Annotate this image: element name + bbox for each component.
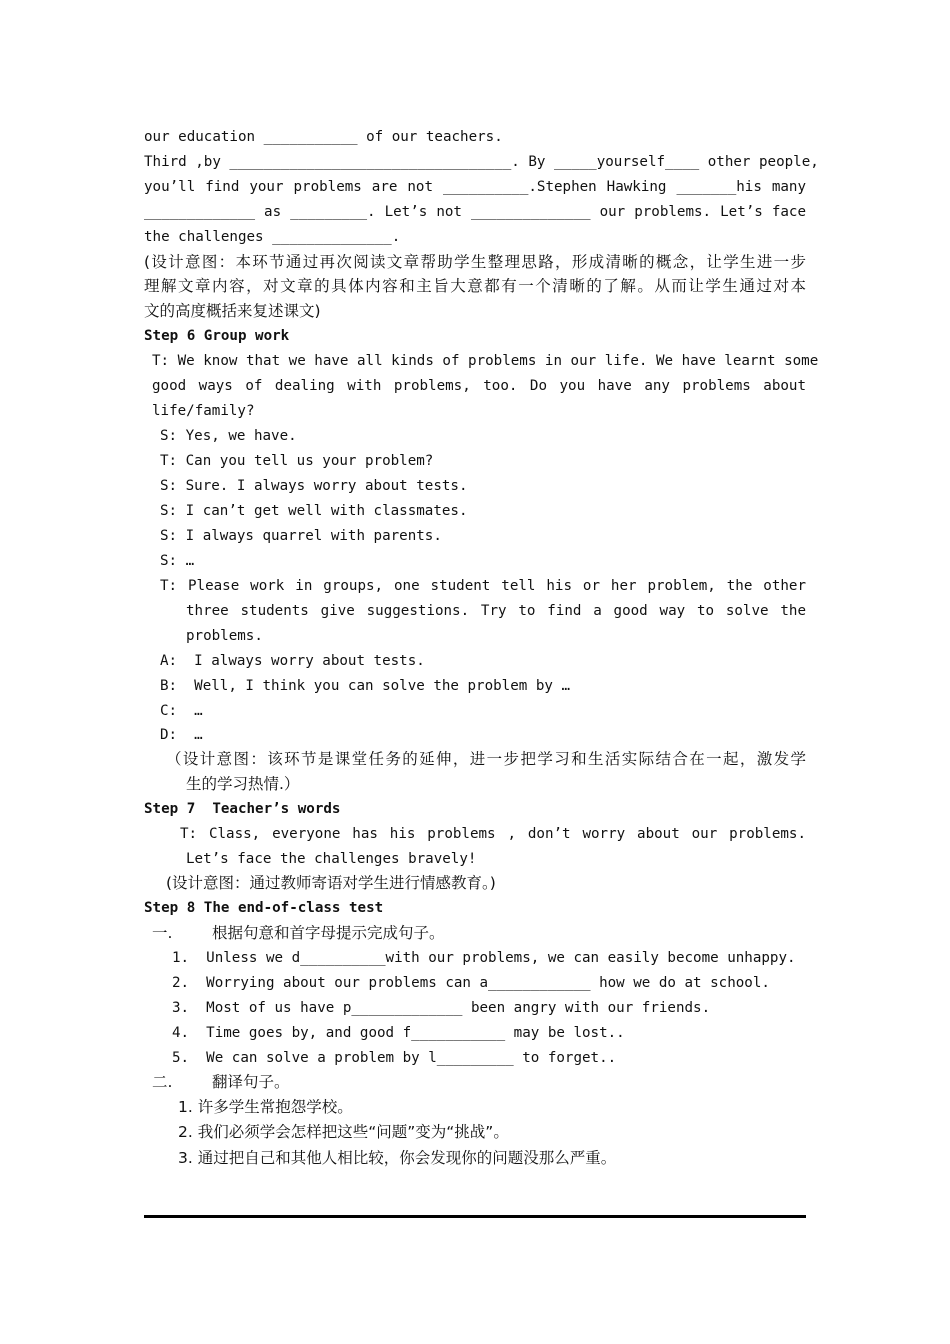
text-line: you’ll find your problems are not __________.Stephen Hawking _______his many <box>144 179 806 195</box>
part-label: 一. <box>152 924 173 942</box>
exercise-item: 2. Worrying about our problems can a____________ how we do at school. <box>172 975 770 991</box>
design-note: (设计意图：通过教师寄语对学生进行情感教育。) <box>166 874 496 892</box>
dialogue-line: B: Well, I think you can solve the problem by … <box>160 678 570 694</box>
dialogue-line: T: Can you tell us your problem? <box>160 453 434 469</box>
step-heading: Step 8 The end-of-class test <box>144 900 384 916</box>
dialogue-line: A: I always worry about tests. <box>160 653 425 669</box>
text-line: _____________ as _________. Let’s not ______________ our problems. Let’s face <box>144 204 806 220</box>
design-note: 文的高度概括来复述课文) <box>144 302 321 320</box>
step-heading: Step 6 Group work <box>144 328 290 344</box>
text-line: the challenges ______________. <box>144 229 401 245</box>
dialogue-line: S: I always quarrel with parents. <box>160 528 442 544</box>
dialogue-line: life/family? <box>152 403 255 419</box>
exercise-item: 3. Most of us have p_____________ been angry with our friends. <box>172 1000 711 1016</box>
design-note: 理解文章内容，对文章的具体内容和主旨大意都有一个清晰的了解。从而让学生通过对本 <box>144 277 806 295</box>
dialogue-line: problems. <box>186 628 263 644</box>
part-title: 根据句意和首字母提示完成句子。 <box>212 924 445 942</box>
exercise-item: 2. 我们必须学会怎样把这些“问题”变为“挑战”。 <box>178 1123 509 1141</box>
dialogue-line: T: Please work in groups, one student tell his or her problem, the other <box>160 578 806 594</box>
dialogue-line: good ways of dealing with problems, too. Do you have any problems about <box>152 378 806 394</box>
dialogue-line: S: I can’t get well with classmates. <box>160 503 468 519</box>
design-note: 生的学习热情.） <box>186 775 300 793</box>
text-line: Third ,by _________________________________. By _____yourself____ other people, <box>144 154 819 170</box>
design-note: (设计意图：本环节通过再次阅读文章帮助学生整理思路，形成清晰的概念，让学生进一步 <box>144 253 806 271</box>
exercise-item: 4. Time goes by, and good f___________ may be lost.. <box>172 1025 625 1041</box>
dialogue-line: S: Sure. I always worry about tests. <box>160 478 468 494</box>
dialogue-line: S: … <box>160 553 195 569</box>
design-note: （设计意图：该环节是课堂任务的延伸，进一步把学习和生活实际结合在一起，激发学 <box>166 750 806 768</box>
exercise-item: 1. 许多学生常抱怨学校。 <box>178 1098 353 1116</box>
part-title: 翻译句子。 <box>212 1073 290 1091</box>
text-line: our education ___________ of our teachers. <box>144 129 503 145</box>
dialogue-line: T: We know that we have all kinds of problems in our life. We have learnt some <box>152 353 819 369</box>
exercise-item: 1. Unless we d__________with our problems, we can easily become unhappy. <box>172 950 796 966</box>
exercise-item: 5. We can solve a problem by l_________ to forget.. <box>172 1050 617 1066</box>
part-label: 二. <box>152 1073 173 1091</box>
exercise-item: 3. 通过把自己和其他人相比较，你会发现你的问题没那么严重。 <box>178 1149 617 1167</box>
dialogue-line: D: … <box>160 727 203 743</box>
dialogue-line: three students give suggestions. Try to find a good way to solve the <box>186 603 806 619</box>
step-heading: Step 7 Teacher’s words <box>144 801 341 817</box>
footer-rule <box>144 1215 806 1218</box>
dialogue-line: Let’s face the challenges bravely! <box>186 851 477 867</box>
dialogue-line: S: Yes, we have. <box>160 428 297 444</box>
dialogue-line: C: … <box>160 703 203 719</box>
dialogue-line: T: Class, everyone has his problems , don’t worry about our problems. <box>180 826 806 842</box>
